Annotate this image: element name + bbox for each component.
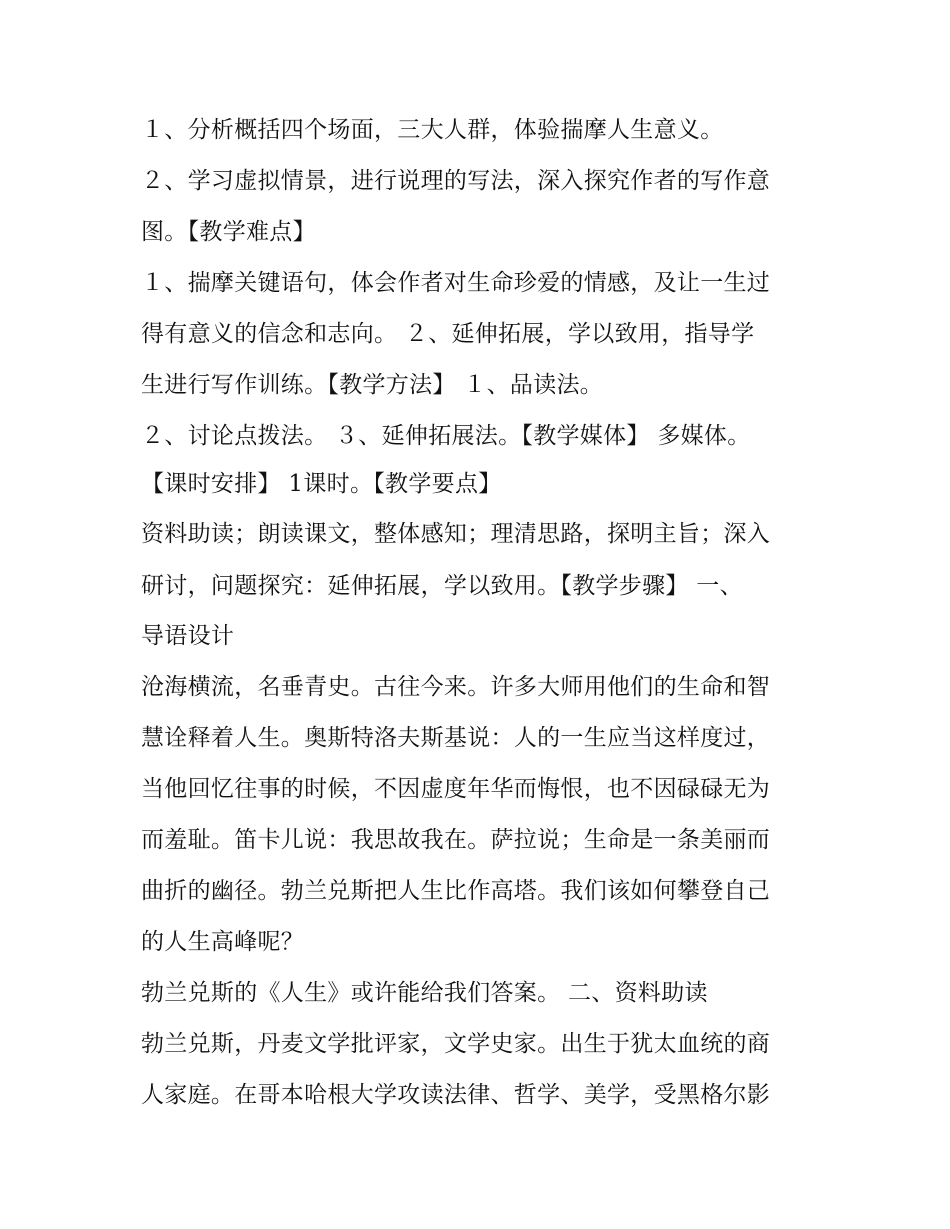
text-line: 得有意义的信念和志向。 ２、延伸拓展，学以致用，指导学 — [141, 321, 755, 347]
text-line: １、分析概括四个场面，三大人群，体验揣摩人生意义。 — [141, 117, 724, 143]
text-line: 资料助读；朗读课文，整体感知；理清思路，探明主旨；深入 — [141, 521, 771, 547]
text-line: 导语设计 — [141, 623, 235, 649]
text-line: 人家庭。在哥本哈根大学攻读法律、哲学、美学，受黑格尔影 — [141, 1082, 771, 1108]
text-line: 生进行写作训练。【教学方法】 １、品读法。 — [141, 372, 604, 398]
text-line: 的人生高峰呢？ — [141, 929, 305, 955]
text-line: ２、讨论点拨法。 ３、延伸拓展法。【教学媒体】 多媒体。 — [141, 423, 751, 449]
text-line: 【课时安排】 1课时。【教学要点】 — [141, 471, 502, 497]
text-line: 图。【教学难点】 — [141, 219, 316, 245]
text-line: 曲折的幽径。勃兰兑斯把人生比作高塔。我们该如何攀登自己 — [141, 878, 771, 904]
text-line: 而羞耻。笛卡儿说：我思故我在。萨拉说；生命是一条美丽而 — [141, 827, 771, 853]
text-line: 勃兰兑斯，丹麦文学批评家，文学史家。出生于犹太血统的商 — [141, 1031, 771, 1057]
text-line: 勃兰兑斯的《人生》或许能给我们答案。 二、资料助读 — [141, 980, 708, 1006]
text-line: ２、学习虚拟情景，进行说理的写法，深入探究作者的写作意 — [141, 168, 771, 194]
text-line: １、揣摩关键语句，体会作者对生命珍爱的情感，及让一生过 — [141, 270, 771, 296]
text-line: 当他回忆往事的时候，不因虚度年华而悔恨，也不因碌碌无为 — [141, 776, 771, 802]
text-line: 慧诠释着人生。奥斯特洛夫斯基说：人的一生应当这样度过， — [141, 725, 771, 751]
text-line: 沧海横流，名垂青史。古往今来。许多大师用他们的生命和智 — [141, 674, 771, 700]
text-line: 研讨，问题探究：延伸拓展，学以致用。【教学步骤】 一、 — [141, 573, 743, 599]
